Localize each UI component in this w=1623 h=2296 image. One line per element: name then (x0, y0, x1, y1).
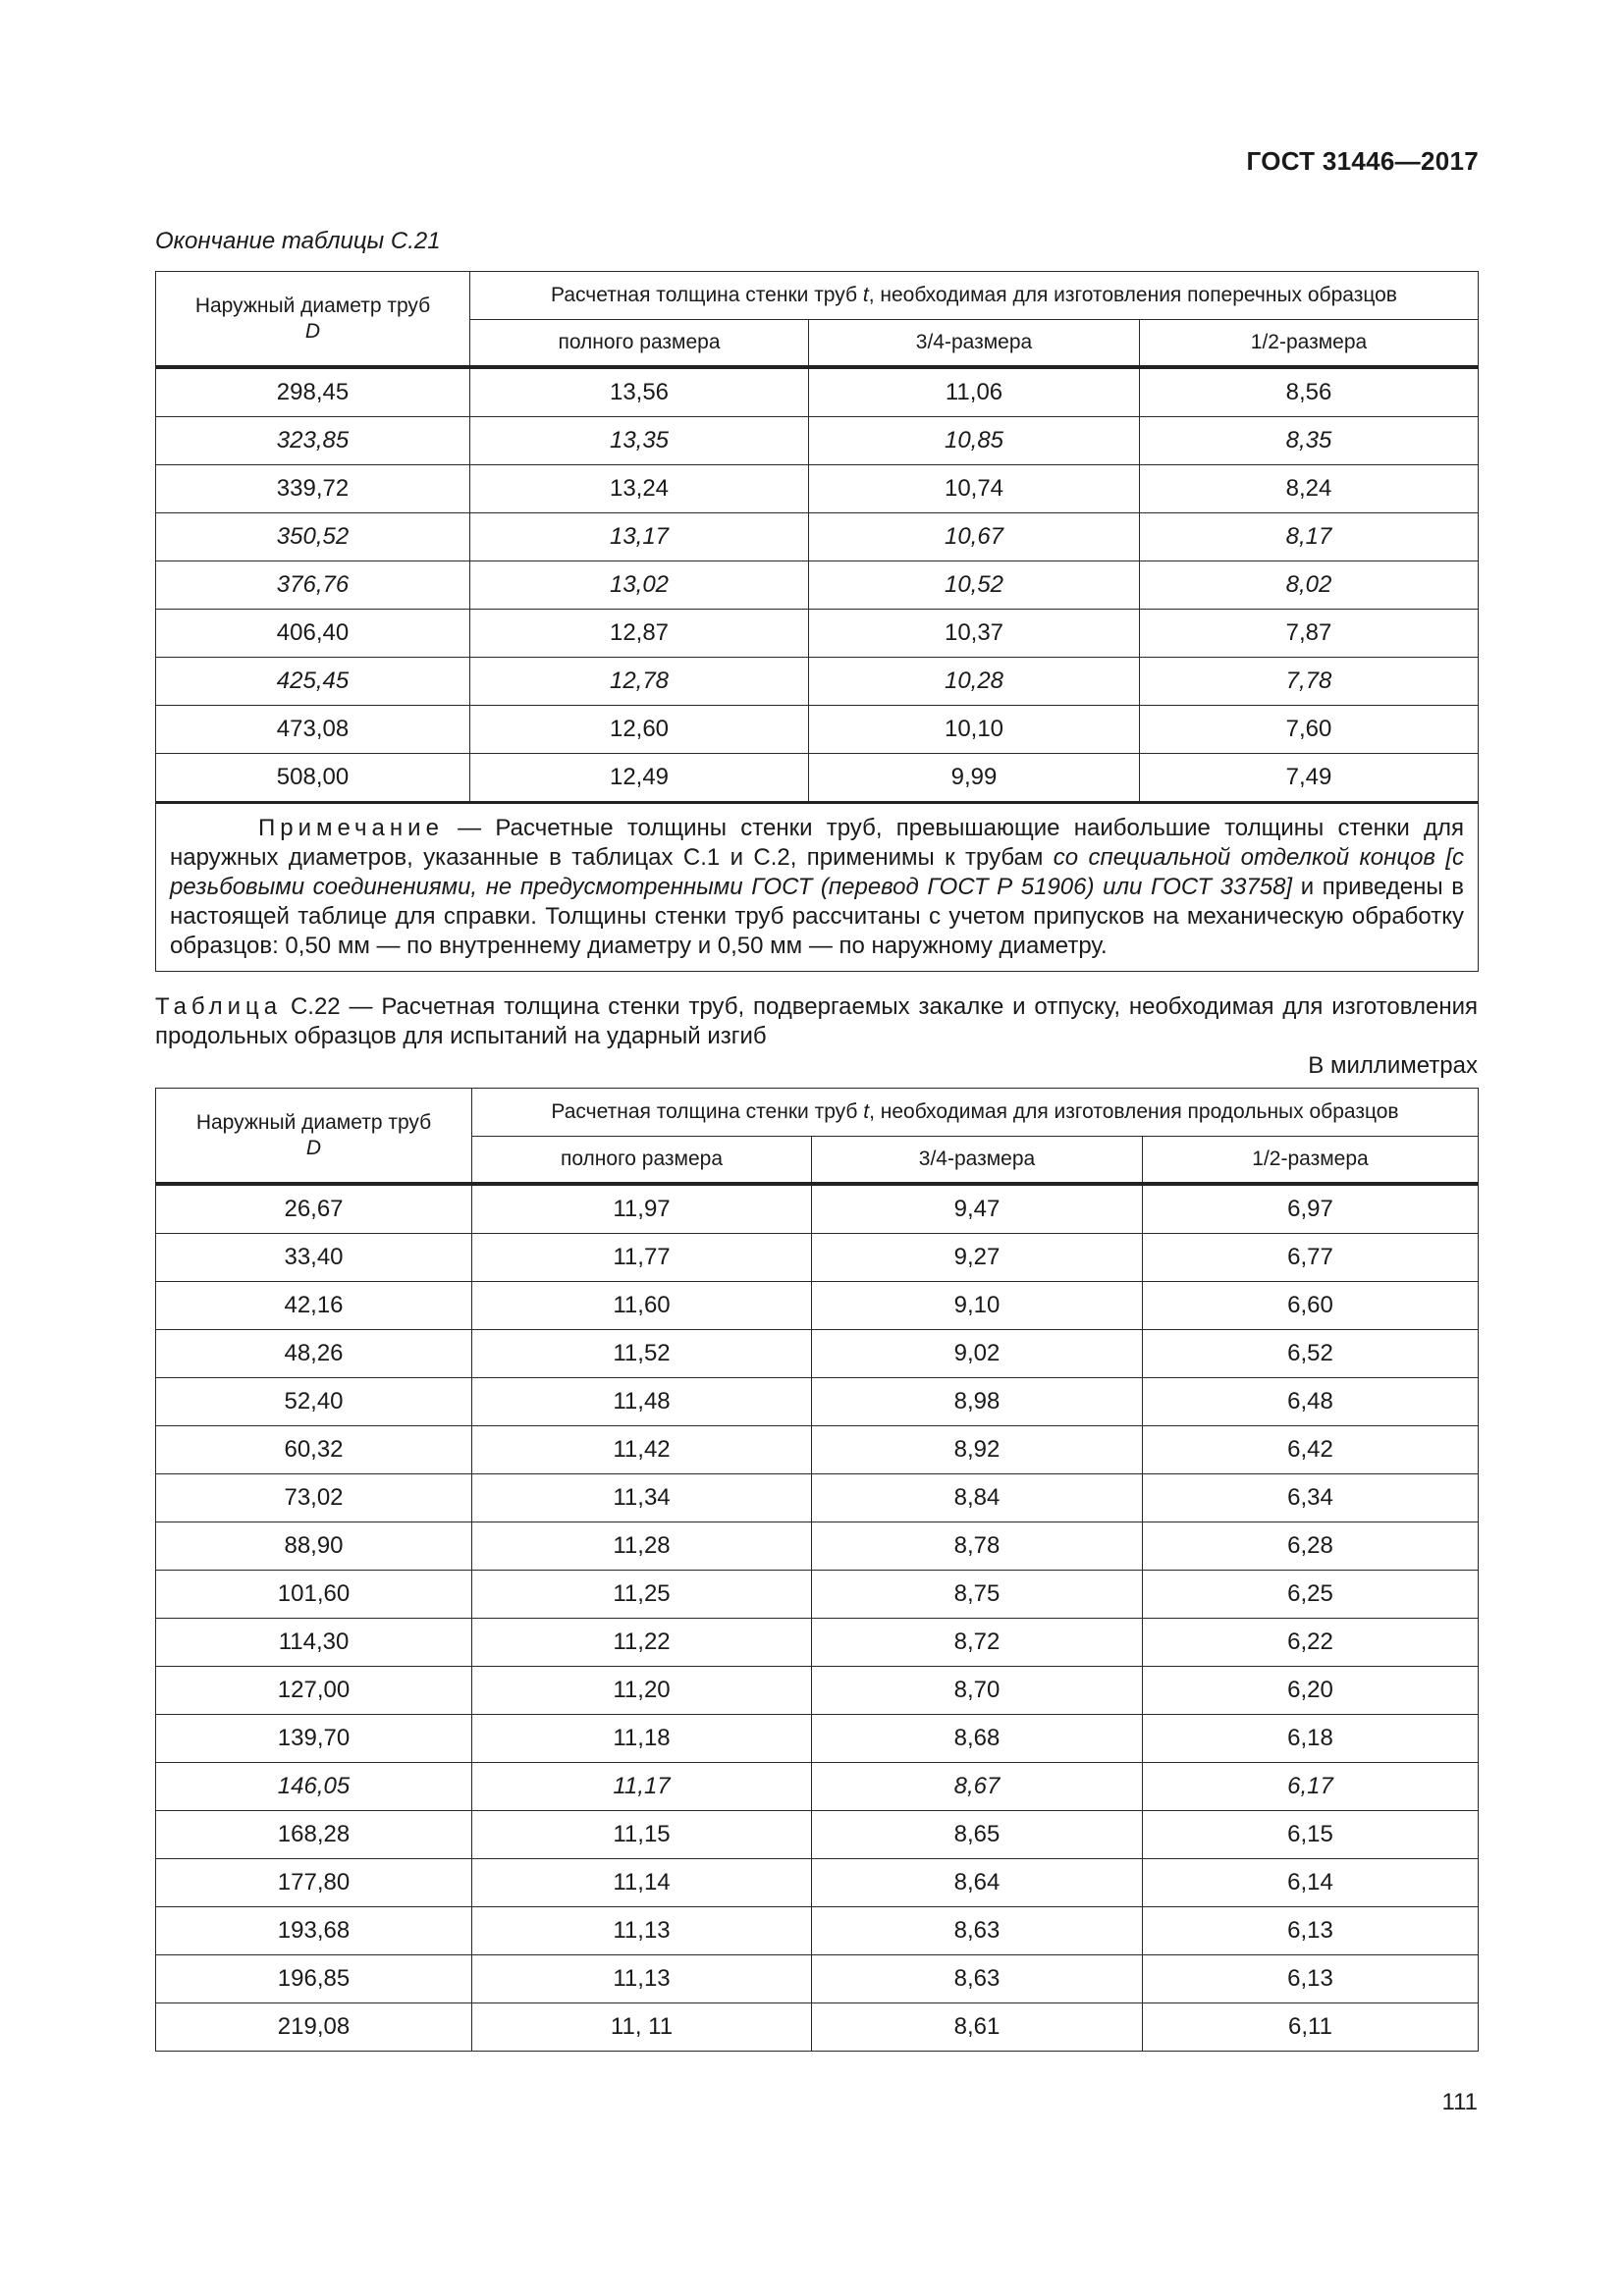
cell-full-size: 11,60 (472, 1282, 812, 1330)
cell-diameter: 26,67 (156, 1184, 472, 1234)
cell-full-size: 11,34 (472, 1474, 812, 1522)
page-number: 111 (1441, 2089, 1478, 2115)
cell-full-size: 11,18 (472, 1715, 812, 1763)
cell-full-size: 11,15 (472, 1811, 812, 1859)
cell-three-quarter-size: 11,06 (809, 367, 1140, 417)
cell-three-quarter-size: 10,10 (809, 706, 1140, 754)
cell-diameter: 508,00 (156, 754, 470, 803)
table-row (156, 465, 1479, 513)
table-row (156, 513, 1479, 561)
cell-diameter: 139,70 (156, 1715, 472, 1763)
cell-half-size: 7,60 (1140, 706, 1479, 754)
table-row (156, 1907, 1479, 1955)
cell-diameter: 193,68 (156, 1907, 472, 1955)
cell-three-quarter-size: 8,65 (812, 1811, 1143, 1859)
header-three-quarter-size: 3/4-размера (809, 320, 1140, 368)
header-diameter: Наружный диаметр труб D (156, 272, 470, 368)
cell-half-size: 6,20 (1143, 1667, 1479, 1715)
table-row (156, 1667, 1479, 1715)
cell-full-size: 11,14 (472, 1859, 812, 1907)
cell-half-size: 8,35 (1140, 417, 1479, 465)
table-row (156, 1955, 1479, 2003)
cell-three-quarter-size: 8,72 (812, 1619, 1143, 1667)
cell-half-size: 6,14 (1143, 1859, 1479, 1907)
cell-full-size: 11,22 (472, 1619, 812, 1667)
cell-full-size: 11,20 (472, 1667, 812, 1715)
cell-diameter: 376,76 (156, 561, 470, 610)
cell-full-size: 12,78 (470, 658, 809, 706)
cell-full-size: 11,48 (472, 1378, 812, 1426)
table-c22 (155, 1088, 1479, 2052)
table-row (156, 561, 1479, 610)
cell-full-size: 13,24 (470, 465, 809, 513)
table-row (156, 367, 1479, 417)
cell-three-quarter-size: 9,99 (809, 754, 1140, 803)
table-row (156, 706, 1479, 754)
cell-half-size: 6,11 (1143, 2003, 1479, 2052)
cell-three-quarter-size: 8,70 (812, 1667, 1143, 1715)
table-row (156, 1184, 1479, 1234)
cell-three-quarter-size: 8,68 (812, 1715, 1143, 1763)
cell-full-size: 11,97 (472, 1184, 812, 1234)
header-half-size: 1/2-размера (1143, 1137, 1479, 1185)
cell-three-quarter-size: 8,98 (812, 1378, 1143, 1426)
cell-half-size: 6,97 (1143, 1184, 1479, 1234)
cell-half-size: 6,48 (1143, 1378, 1479, 1426)
cell-three-quarter-size: 10,52 (809, 561, 1140, 610)
cell-diameter: 298,45 (156, 367, 470, 417)
cell-full-size: 11,25 (472, 1571, 812, 1619)
cell-three-quarter-size: 10,67 (809, 513, 1140, 561)
cell-diameter: 146,05 (156, 1763, 472, 1811)
cell-three-quarter-size: 8,61 (812, 2003, 1143, 2052)
cell-half-size: 6,52 (1143, 1330, 1479, 1378)
table-note: Примечание — Расчетные толщины стенки труб, превышающие наибольшие толщины стенки для наружных диаметров, указанные в таблицах С.1 и С.2, применимы к трубам со специальной отделкой концов [с резьбовыми соединениями, не предусмотренными ГОСТ (перевод ГОСТ Р 51906) или ГОСТ 33758] и приведены в настоящей таблице для справки. Толщины стенки труб рассчитаны с учетом припусков на механическую обработку образцов: 0,50 мм — по внутреннему диаметру и 0,50 мм — по наружному диаметру. (156, 803, 1479, 972)
cell-three-quarter-size: 8,84 (812, 1474, 1143, 1522)
standard-designation: ГОСТ 31446—2017 (1246, 146, 1479, 176)
table-row (156, 2003, 1479, 2052)
table-row (156, 1234, 1479, 1282)
table-row (156, 1571, 1479, 1619)
cell-half-size: 8,02 (1140, 561, 1479, 610)
cell-half-size: 6,77 (1143, 1234, 1479, 1282)
cell-full-size: 13,56 (470, 367, 809, 417)
cell-half-size: 8,56 (1140, 367, 1479, 417)
cell-half-size: 6,60 (1143, 1282, 1479, 1330)
table-row (156, 1811, 1479, 1859)
cell-half-size: 6,15 (1143, 1811, 1479, 1859)
table-row (156, 1715, 1479, 1763)
cell-diameter: 323,85 (156, 417, 470, 465)
cell-three-quarter-size: 10,28 (809, 658, 1140, 706)
cell-full-size: 11,77 (472, 1234, 812, 1282)
cell-three-quarter-size: 10,74 (809, 465, 1140, 513)
cell-diameter: 219,08 (156, 2003, 472, 2052)
cell-half-size: 8,24 (1140, 465, 1479, 513)
table-row (156, 1426, 1479, 1474)
cell-diameter: 425,45 (156, 658, 470, 706)
cell-full-size: 11,13 (472, 1955, 812, 2003)
cell-three-quarter-size: 10,37 (809, 610, 1140, 658)
cell-diameter: 473,08 (156, 706, 470, 754)
cell-full-size: 13,17 (470, 513, 809, 561)
cell-diameter: 114,30 (156, 1619, 472, 1667)
header-half-size: 1/2-размера (1140, 320, 1479, 368)
cell-three-quarter-size: 9,47 (812, 1184, 1143, 1234)
cell-full-size: 12,60 (470, 706, 809, 754)
table-row (156, 754, 1479, 803)
table-row (156, 417, 1479, 465)
cell-half-size: 7,87 (1140, 610, 1479, 658)
cell-three-quarter-size: 8,67 (812, 1763, 1143, 1811)
cell-diameter: 196,85 (156, 1955, 472, 2003)
header-thickness: Расчетная толщина стенки труб t, необходимая для изготовления поперечных образцов (470, 272, 1479, 320)
cell-diameter: 350,52 (156, 513, 470, 561)
table-row (156, 1619, 1479, 1667)
units-label: В миллиметрах (1308, 1052, 1478, 1079)
header-three-quarter-size: 3/4-размера (812, 1137, 1143, 1185)
cell-half-size: 6,13 (1143, 1955, 1479, 2003)
cell-three-quarter-size: 9,10 (812, 1282, 1143, 1330)
cell-diameter: 406,40 (156, 610, 470, 658)
cell-full-size: 13,35 (470, 417, 809, 465)
cell-diameter: 73,02 (156, 1474, 472, 1522)
cell-half-size: 7,49 (1140, 754, 1479, 803)
cell-full-size: 11,28 (472, 1522, 812, 1571)
table-row (156, 1474, 1479, 1522)
cell-three-quarter-size: 8,63 (812, 1907, 1143, 1955)
header-diameter: Наружный диаметр труб D (156, 1089, 472, 1185)
cell-three-quarter-size: 8,64 (812, 1859, 1143, 1907)
cell-half-size: 7,78 (1140, 658, 1479, 706)
cell-half-size: 6,13 (1143, 1907, 1479, 1955)
cell-full-size: 11,17 (472, 1763, 812, 1811)
cell-full-size: 11, 11 (472, 2003, 812, 2052)
table-row (156, 1763, 1479, 1811)
cell-three-quarter-size: 8,78 (812, 1522, 1143, 1571)
table-row (156, 1378, 1479, 1426)
cell-full-size: 11,52 (472, 1330, 812, 1378)
header-thickness: Расчетная толщина стенки труб t, необходимая для изготовления продольных образцов (472, 1089, 1479, 1137)
cell-half-size: 6,42 (1143, 1426, 1479, 1474)
cell-three-quarter-size: 8,92 (812, 1426, 1143, 1474)
cell-diameter: 48,26 (156, 1330, 472, 1378)
cell-diameter: 127,00 (156, 1667, 472, 1715)
cell-diameter: 33,40 (156, 1234, 472, 1282)
cell-three-quarter-size: 8,75 (812, 1571, 1143, 1619)
cell-three-quarter-size: 9,02 (812, 1330, 1143, 1378)
table-row (156, 658, 1479, 706)
header-full-size: полного размера (470, 320, 809, 368)
cell-diameter: 60,32 (156, 1426, 472, 1474)
table-note-row (156, 803, 1479, 972)
cell-diameter: 101,60 (156, 1571, 472, 1619)
cell-diameter: 88,90 (156, 1522, 472, 1571)
table-row (156, 610, 1479, 658)
cell-diameter: 42,16 (156, 1282, 472, 1330)
table-row (156, 1859, 1479, 1907)
cell-diameter: 168,28 (156, 1811, 472, 1859)
cell-diameter: 339,72 (156, 465, 470, 513)
table-row (156, 1282, 1479, 1330)
cell-full-size: 11,13 (472, 1907, 812, 1955)
cell-half-size: 8,17 (1140, 513, 1479, 561)
cell-half-size: 6,25 (1143, 1571, 1479, 1619)
cell-full-size: 11,42 (472, 1426, 812, 1474)
table-row (156, 1330, 1479, 1378)
cell-half-size: 6,22 (1143, 1619, 1479, 1667)
cell-diameter: 52,40 (156, 1378, 472, 1426)
cell-diameter: 177,80 (156, 1859, 472, 1907)
table-continuation-caption: Окончание таблицы С.21 (155, 228, 441, 254)
cell-three-quarter-size: 9,27 (812, 1234, 1143, 1282)
cell-half-size: 6,17 (1143, 1763, 1479, 1811)
table-row (156, 1522, 1479, 1571)
cell-three-quarter-size: 8,63 (812, 1955, 1143, 2003)
cell-full-size: 13,02 (470, 561, 809, 610)
cell-half-size: 6,28 (1143, 1522, 1479, 1571)
header-full-size: полного размера (472, 1137, 812, 1185)
cell-full-size: 12,49 (470, 754, 809, 803)
cell-half-size: 6,18 (1143, 1715, 1479, 1763)
table-c22-caption: Таблица С.22 — Расчетная толщина стенки труб, подвергаемых закалке и отпуску, необходимая для изготовления продольных образцов для испытаний на ударный изгиб (155, 993, 1478, 1049)
cell-three-quarter-size: 10,85 (809, 417, 1140, 465)
table-c21 (155, 271, 1479, 972)
cell-full-size: 12,87 (470, 610, 809, 658)
cell-half-size: 6,34 (1143, 1474, 1479, 1522)
